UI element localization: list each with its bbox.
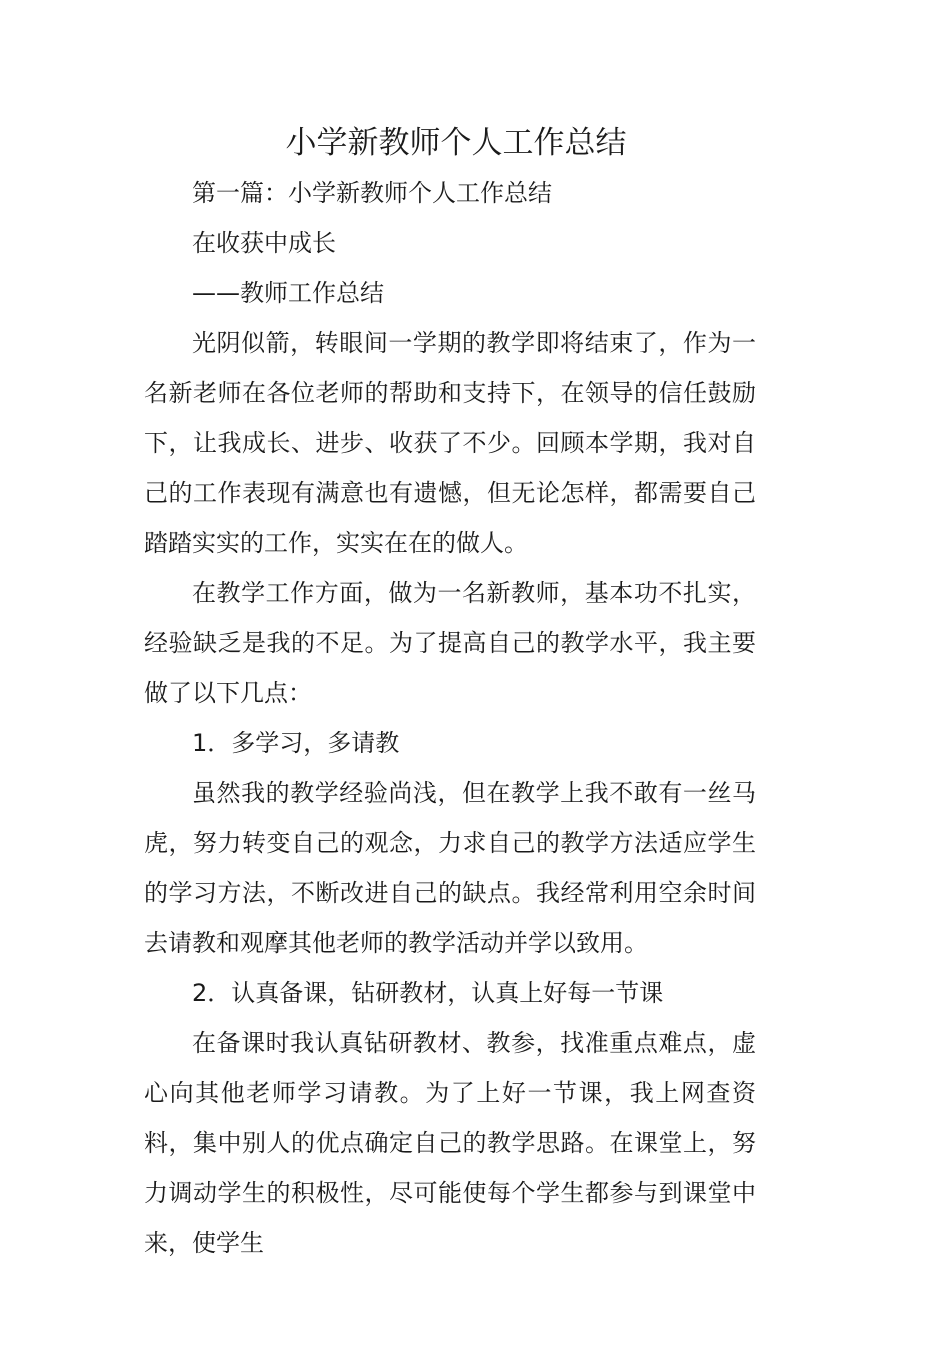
paragraph-point-2: 在备课时我认真钻研教材、教参，找准重点难点，虚心向其他老师学习请教。为了上好一节课，我上网查资料，集中别人的优点确定自己的教学思路。在课堂上，努力调动学生的积极性，尽可能使每个学生都参与到课堂中来，使学生 xyxy=(144,1029,756,1257)
point-heading-1: 1．多学习，多请教 xyxy=(192,729,400,757)
subtitle-dash: ——教师工作总结 xyxy=(192,279,384,307)
point-heading-2: 2．认真备课，钻研教材，认真上好每一节课 xyxy=(192,979,664,1007)
document-title: 小学新教师个人工作总结 xyxy=(285,125,627,161)
paragraph-intro: 光阴似箭，转眼间一学期的教学即将结束了，作为一名新老师在各位老师的帮助和支持下，在领导的信任鼓励下，让我成长、进步、收获了不少。回顾本学期，我对自己的工作表现有满意也有遗憾，但无论怎样，都需要自己踏踏实实的工作，实实在在的做人。 xyxy=(144,329,756,557)
paragraph-point-1: 虽然我的教学经验尚浅，但在教学上我不敢有一丝马虎，努力转变自己的观念，力求自己的教学方法适应学生的学习方法，不断改进自己的缺点。我经常利用空余时间去请教和观摩其他老师的教学活动并学以致用。 xyxy=(144,779,756,957)
subtitle: 在收获中成长 xyxy=(192,229,336,257)
document-body xyxy=(144,168,756,1268)
paragraph-teaching: 在教学工作方面，做为一名新教师，基本功不扎实，经验缺乏是我的不足。为了提高自己的教学水平，我主要做了以下几点： xyxy=(144,579,756,707)
section-heading: 第一篇：小学新教师个人工作总结 xyxy=(192,179,552,207)
